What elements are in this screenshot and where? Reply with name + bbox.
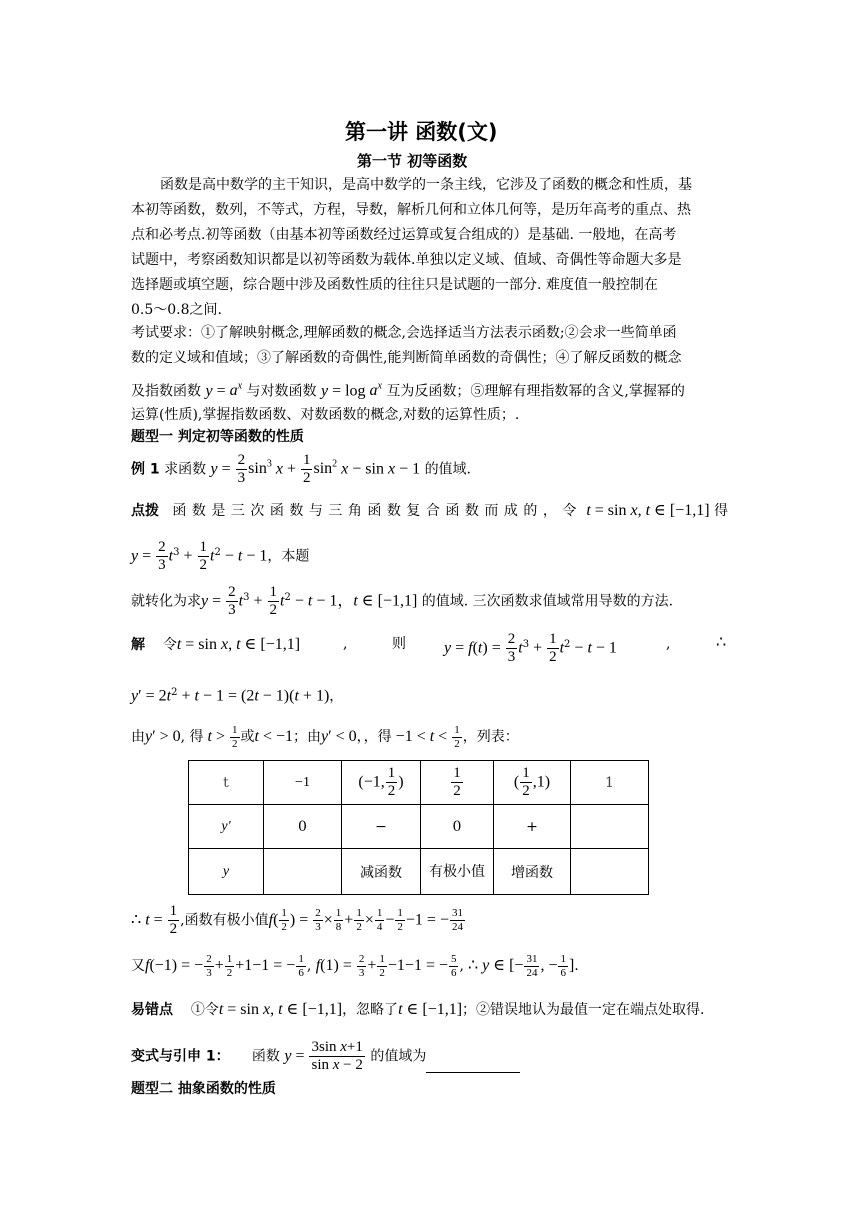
example-1: 例 1 求函数 y = $\frac{2}{3}$ $\sin^3 x$ + $\frac{1}{2}$ $\sin^2 x - \sin x - 1$ 的值域. [131,451,472,486]
table-cell: 0 [264,805,342,849]
table-cell: + [494,805,571,849]
hint-line: 点拨 函数是三次函数与三角函数复合函数而成的，令 t = sin x, t ∈ [−1,1] 得 [131,502,729,519]
table-cell: −1 [264,761,342,805]
table-cell: 有极小值 [421,849,494,895]
intro-line: 选择题或填空题，综合题中涉及函数性质的往往只是试题的一部分. 难度值一般控制在 [131,277,658,293]
derivative-line: $y' = 2t^2 + t - 1 = (2t - 1)(t + 1)$， [131,687,344,705]
requirements-line: 数的定义域和值域；③了解函数的奇偶性,能判断简单函数的奇偶性；④了解反函数的概念 [131,350,682,366]
table-cell [571,849,649,895]
answer-blank [426,1058,520,1073]
solution-line: 解 令t = sin x, t ∈ [−1,1] [131,636,301,653]
sign-table [188,760,649,895]
type-heading: 题型二 抽象函数的性质 [131,1081,276,1097]
table-cell [571,805,649,849]
intro-line: 试题中，考察函数知识都是以初等函数为载体.单独以定义域、值域、奇偶性等命题大多是 [131,252,682,268]
document-page: 第一讲 函数(文) 第一节 初等函数 函数是高中数学的主干知识，是高中数学的一条主线，它涉及了函数的概念和性质，基 本初等函数，数列，不等式，方程，导数，解析几何和立体几何等，是历年高考的重点、热 点和必考点.初等函数（由基本初等函数经过运算或复合组成的）是基础. 一般地，在高考 试题中，考察函数知识都是以初等函数为载体.单独以定义域、值域、奇偶性等命题大多是 选择题或填空题，综合题中涉及函数性质的往往只是试题的一部分. 难度值一般控制在 0.5～0.8之间. 考试要求：①了解映射概念,理解函数的概念,会选择适当方法表示函数;②会求一些简单函 数的定义域和值域；③了解函数的奇偶性,能判断简单函数的奇偶性；④了解反函数的概念 及指数函数 $y = a^x$ 与对数函数 $y = \log a^x$ 互为反函数；⑤理解有理指数幂的含义,掌握幂的 运算(性质),掌握指数函数、对数函数的概念,对数的运算性质；. 题型一 判定初等函数的性质 例 1 求函数 y = $\frac{2}{3}$ $\sin^3 x$ + $\frac{1}{2}$ $\sin^2 x - \sin x - 1$ 的值域. 点拨 函数是三次函数与三角函数复合函数而成的，令 t = sin x, t ∈ [−1,1] 得 y = $\frac{2}{3}$ $t^3$ + $\frac{1}{2}$ $t^2 - t - 1$，本题 就转化为求y = $\frac{2}{3}$ $t^3$ + $\frac{1}{2}$ $t^2 - t - 1$，t ∈ [−1,1] 的值域. 三次函数求值域常用导数的方法. 解 令t = sin x, t ∈ [−1,1] , 则 y = f(t) = $\frac{2}{3}$ $t^3$ + $\frac{1}{2}$ $t^2 - t - 1$ , ∴ $y' = 2t^2 + t - 1 = (2t - 1)(t + 1)$， 由y′ > 0, 得 t > $\frac{1}{2}$ 或t < −1；由y′ < 0，，得 −1 < t < $\frac{1}{2}$ ，列表： t −1 (−1, $\frac{1}{2}$ ) $\frac{1}{2}$ ( $\frac{1}{2}$ ,1) 1 y' 0 − 0 + y 减函数 有极小值 增函数 ∴ t = $\frac{1}{2}$ ,函数有极小值f( $\frac{1}{2}$ ) = $\frac{2}{3}$ × $\frac{1}{8}$ + $\frac{1}{2}$ × $\frac{1}{4}$ − $\frac{1}{2}$ −1 = − $\frac{31}{24}$ 又f(−1) = − $\frac{2}{3}$ + $\frac{1}{2}$ +1−1 = − $\frac{1}{6}$ , f(1) = $\frac{2}{3}$ + $\frac{1}{2}$ −1−1 = − $\frac{5}{6}$ , ∴ y ∈ [− $\frac{31}{24}$ , − $\frac{1}{6}$ ]. 易错点 ①令t = sin x, t ∈ [−1,1]，忽略了t ∈ [−1,1]；②错误地认为最值一定在端点处取得. 变式与引申 1： 函数 y = $\frac{\text{3sin x+1}}{\text{sin x − 2}}$ 的值域为 题型二 抽象函数的性质 [0,0,860,1216]
requirements-line: 运算(性质),掌握指数函数、对数函数的概念,对数的运算性质；. [131,407,520,423]
table-cell: 1 [571,761,649,805]
table-cell: ( $\frac{1}{2}$ ,1) [494,761,571,805]
table-cell [264,849,342,895]
page-title: 第一讲 函数(文) [345,120,498,144]
hint-label: 点拨 [131,503,159,519]
variant-label: 变式与引申 1： [131,1048,230,1065]
intro-line: 本初等函数，数列，不等式，方程，导数，解析几何和立体几何等，是历年高考的重点、热 [131,202,691,218]
section-title: 第一节 初等函数 [357,152,468,170]
therefore-symbol: ∴ [716,634,727,651]
table-cell: 减函数 [342,849,421,895]
intro-line: 0.5～0.8之间. [131,302,222,318]
hint-line: y = $\frac{2}{3}$ $t^3$ + $\frac{1}{2}$ $t^2 - t - 1$，本题 [131,539,310,574]
table-cell: y [189,849,264,895]
variant-line: 变式与引申 1： 函数 y = $\frac{\text{3sin x+1}}{\text{sin x − 2}}$ 的值域为 [131,1040,520,1073]
table-cell: 增函数 [494,849,571,895]
error-point-label: 易错点 [131,1002,173,1018]
endpoint-values-line: 又f(−1) = − $\frac{2}{3}$ + $\frac{1}{2}$ +1−1 = − $\frac{1}{6}$ , f(1) = $\frac{2}{3}$ + $\frac{1}{2}$ −1−1 = − $\frac{5}{6}$ , ∴ y ∈ [− $\frac{31}{24}$ , − $\frac{1}{6}$ ]. [131,952,579,979]
sign-analysis-line: 由y′ > 0, 得 t > $\frac{1}{2}$ 或t < −1；由y′ < 0，，得 −1 < t < $\frac{1}{2}$ ，列表： [131,723,519,750]
intro-line: 点和必考点.初等函数（由基本初等函数经过运算或复合组成的）是基础. 一般地，在高考 [131,227,677,243]
requirements-line: 及指数函数 $y = a^x$ 与对数函数 $y = \log a^x$ 互为反函数；⑤理解有理指数幂的含义,掌握幂的 [131,381,685,400]
table-cell: $\frac{1}{2}$ [421,761,494,805]
table-cell: 0 [421,805,494,849]
table-cell: t [189,761,264,805]
solution-formula: y = f(t) = $\frac{2}{3}$ $t^3$ + $\frac{1}{2}$ $t^2 - t - 1$ [444,631,617,666]
example-label: 例 1 [131,461,160,478]
min-value-line: ∴ t = $\frac{1}{2}$ ,函数有极小值f( $\frac{1}{2}$ ) = $\frac{2}{3}$ × $\frac{1}{8}$ + $\frac{1}{2}$ × $\frac{1}{4}$ − $\frac{1}{2}$ −1 = − $\frac{31}{24}$ [131,903,463,937]
solution-then: , 则 [343,636,406,652]
intro-line: 函数是高中数学的主干知识，是高中数学的一条主线，它涉及了函数的概念和性质，基 [160,177,692,193]
table-cell: y' [189,805,264,849]
hint-line: 就转化为求y = $\frac{2}{3}$ $t^3$ + $\frac{1}{2}$ $t^2 - t - 1$，t ∈ [−1,1] 的值域. 三次函数求值域常用导数的方法. [131,584,674,619]
table-cell: (−1, $\frac{1}{2}$ ) [342,761,421,805]
error-point-line: 易错点 ①令t = sin x, t ∈ [−1,1]，忽略了t ∈ [−1,1]；②错误地认为最值一定在端点处取得. [131,1001,705,1018]
solution-label: 解 [131,637,145,653]
type-heading: 题型一 判定初等函数的性质 [131,429,304,445]
requirements-line: 考试要求：①了解映射概念,理解函数的概念,会选择适当方法表示函数;②会求一些简单函 [131,325,677,341]
table-cell: − [342,805,421,849]
